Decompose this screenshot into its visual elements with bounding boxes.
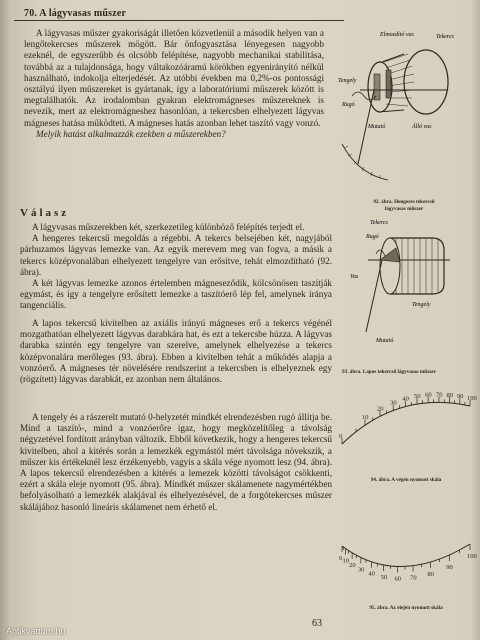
scale94-tick-label: 70	[435, 391, 443, 399]
section-header: 70. A lágyvasas műszer	[24, 8, 127, 19]
scale94-tick-label: 40	[402, 395, 409, 403]
answer-paragraph-3: A két lágyvas lemezke azonos értelemben mágneseződik, kölcsönösen taszítják egymást, és így a tengelyre erősített lemezke a taszítóerő lép fel, amelynek iránya tangenciális.	[20, 278, 332, 311]
scale94-tick-label: 20	[376, 405, 384, 413]
label-mutato: Mutató	[368, 124, 386, 130]
scale95-tick-label: 100	[467, 553, 477, 560]
scale95-tick-label: 60	[394, 575, 402, 583]
label-tekercs-93: Tekercs	[370, 220, 388, 226]
figure-93-caption: 93. ábra. Lapos tekercsű lágyvasas műszer	[342, 369, 436, 375]
watermark: Antikvarium.hu	[6, 626, 66, 636]
scale95-tick-label: 50	[380, 573, 388, 581]
scale95-tick-label: 20	[349, 561, 356, 569]
question-block	[24, 28, 324, 140]
scale95-tick-label: 70	[410, 574, 417, 582]
answer-paragraph-4: A lapos tekercsű kivitelben az axiális irányú mágneses erő a tekercs végénél mozgathatóan elhelyezett lágyvas darabkára hat, és ezt a tekercsbe húzza. A lágyvas darabka szintén egy tengelyre van szerelve, amelynek elhelyezése a tekercs középvonalára merőleges (93. ábra). Ebben a kivitelben tehát a működés alapja a vonzóerő. A mágneses tér növelésére rendszerint a tekercsben is elhelyeznek egy (rögzített) lágyvas darabkát, ez azonban nem általános.	[20, 318, 332, 385]
answer-paragraph-2: A hengeres tekercsű megoldás a régebbi. A tekercs belsejében két, nagyjából párhuzamos lágyvas lemezke van. Az egyik merevem meg van fogva, a másik a tekercs középvonalában elhelyezett tengelyre van erősítve, tehát elmozdítható (92. ábra).	[20, 233, 332, 277]
figure-95-scale	[338, 500, 477, 600]
scale94-tick-label: 50	[414, 393, 421, 401]
header-rule	[14, 20, 344, 21]
scale94-tick-label: 100	[467, 395, 477, 402]
label-tengely-93: Tengely	[412, 302, 431, 308]
scale94-tick-label: 10	[361, 414, 369, 422]
figure-94-scale	[338, 388, 477, 472]
scale95-tick-label: 10	[342, 557, 350, 565]
label-vas-93: Vas	[350, 274, 359, 280]
label-elmozdito-vas: Elmozdító vas	[380, 32, 414, 38]
figure-95	[338, 500, 477, 618]
figure-92	[338, 24, 470, 210]
figure-92-caption	[338, 199, 470, 213]
scale94-tick-label: 30	[390, 399, 397, 407]
answer-block-2	[20, 318, 332, 385]
figure-94	[338, 388, 477, 496]
figure-95-caption: 95. ábra. Az elején nyomott skála	[369, 605, 443, 611]
label-rugo-93: Rugó	[366, 234, 379, 240]
figure-92-drawing	[338, 24, 470, 194]
answer-block	[20, 222, 332, 312]
figure-93	[340, 214, 472, 376]
scale95-tick-label: 80	[427, 571, 434, 579]
scale94-tick-label: 90	[456, 393, 464, 401]
scale95-tick-label: 0	[339, 555, 343, 562]
question-prompt: Melyik hatást alkalmazzák ezekben a műszerekben?	[36, 128, 226, 139]
answer-heading: Válasz	[20, 207, 70, 219]
scale95-tick-label: 90	[446, 564, 453, 572]
scale94-tick-label: 60	[425, 391, 432, 399]
label-rugo: Rugó	[342, 102, 355, 108]
answer-paragraph-5: A tengely és a rászerelt mutató 0-helyzetét mindkét elrendezésben rugó állítja be. Mind a taszító-, mind a vonzóerőre igaz, hogy megközelítőleg a távolság négyzetével fordított arányban változik. Ebből következik, hogy a hengeres tekercsű kivitelben, ahol a kitérés során a lemezkék egymástól mért távolsága növekszik, a műszer kis értékeknél lesz érzékenyebb, vagyis a skála vége nyomott lesz (94. ábra). A lapos tekercsű elrendezésben a kitérés a lemezek közötti távolságot csökkenti, ezért a skála eleje nyomott (95. ábra). Mindkét műszer skálamenete nagymértékben befolyásolható a lemezkék alakjával és elhelyezésével, de a forgótekercses műszer skálájához hasonló lineáris skálamenet nem érhető el.	[20, 412, 332, 512]
scale94-tick-label: 80	[446, 391, 454, 399]
answer-paragraph-1: A lágyvasas műszerekben két, szerkezetileg különböző felépítés terjedt el.	[32, 222, 305, 232]
question-paragraph: A lágyvasas műszer gyakoriságát illetően közvetlenül a második helyen van a lengőtekercses műszerek mögött. Bár önfogyasztása lényegesen nagyobb ezeknél, de egyszerűbb és olcsóbb felépítése, nagyobb mechanikai stabilitása, továbbá az a tulajdonsága, hogy váltakozóáramú körökben egyenirányító nélkül használható, indokolja elterjedését. Az utóbbi években ma 0,2%-os pontossági osztályú ilyen műszereket is gyártanak, így a laboratóriumi műszerek között is megtalálhatók. Az irodalomban gyakran elektromágneses műszereknek is nevezik, mert az elektromágneshez hasonlóan, a tekercsben elhelyezett lágyvas mágneses hatása működteti. A mágneses hatás azonban lehet taszító vagy vonzó.	[24, 28, 324, 128]
label-tengely: Tengely	[338, 78, 357, 84]
figure-93-drawing	[340, 214, 472, 364]
figure-94-caption: 94. ábra. A végén nyomott skála	[370, 477, 442, 483]
page-number: 63	[312, 618, 322, 629]
answer-block-3	[20, 412, 332, 513]
label-mutato-93: Mutató	[376, 338, 394, 344]
scale95-tick-label: 30	[357, 566, 365, 574]
figure-92-caption-line2: lágyvasas műszer	[384, 206, 424, 212]
label-allo-vas: Álló vas	[412, 124, 432, 130]
scale95-tick-label: 40	[368, 570, 375, 578]
figure-92-caption-line1: 92. ábra. Hengeres tekercsű	[373, 199, 435, 205]
label-tekercs: Tekercs	[436, 34, 454, 40]
scale94-tick-label: 0	[339, 433, 343, 440]
